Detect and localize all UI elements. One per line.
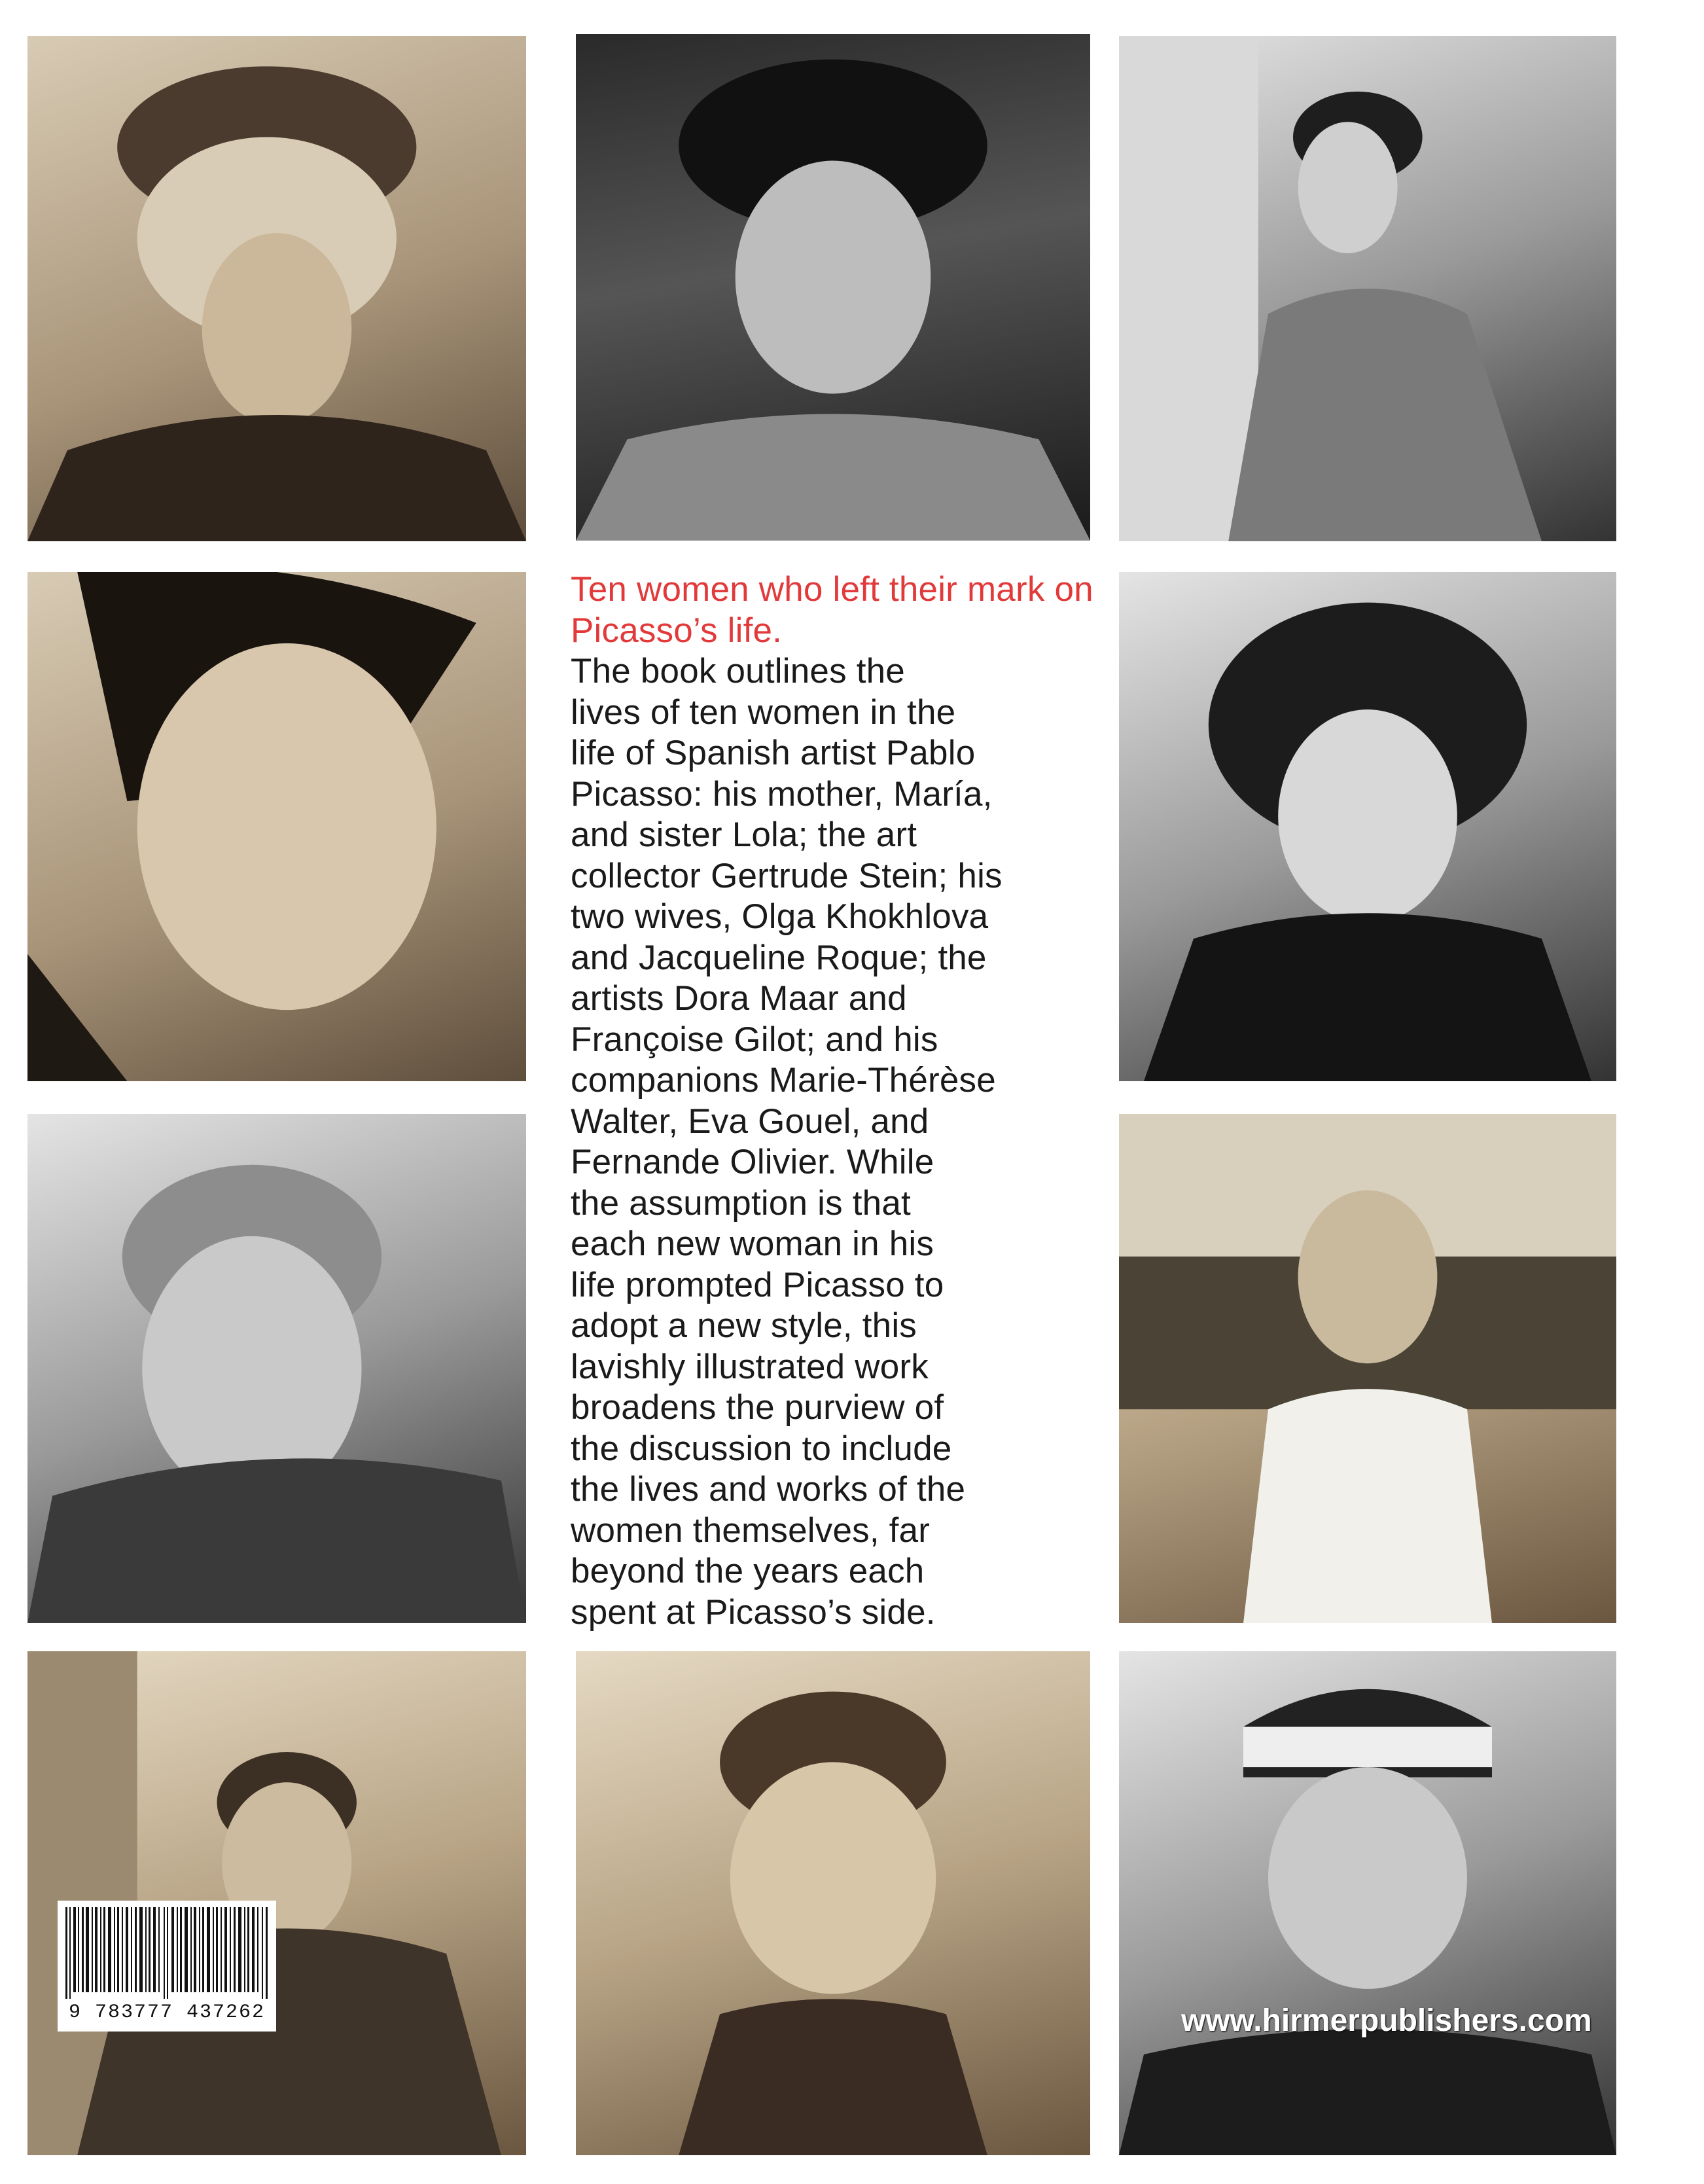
headline: Ten women who left their mark on Picasso’s life. [571,570,1093,650]
portrait-photo [576,34,1090,541]
portrait-photo [27,1114,526,1623]
portrait-photo [1119,36,1616,541]
publisher-website: www.hirmerpublishers.com [1181,2003,1592,2038]
portrait-photo [27,572,526,1081]
isbn-barcode [58,1901,276,2032]
portrait-photo [1119,1651,1616,2155]
description-text: The book outlines the lives of ten women in the life of Spanish artist Pablo Picasso: his mother, María, and sister Lola; the art collector Gertrude Stein; his two wives, Olga Khokhlova and Jacqueline Roque; the artists Dora Maar and Françoise Gilot; and his companions Marie-Thérèse Walter, Eva Gouel, and Fernande Olivier. While the assumption is that each new woman in his life prompted Picasso to adopt a new style, this lavishly illustrated work broadens the purview of the discussion to include the lives and works of the women themselves, far beyond the years each spent at Picasso’s side. [571,652,1003,1632]
barcode-bars [65,1907,268,1999]
portrait-photo [1119,572,1616,1081]
back-cover-blurb [571,569,1094,1633]
portrait-photo [27,36,526,541]
isbn-number: 9 783777 437262 [68,2001,266,2024]
portrait-photo [576,1651,1090,2155]
portrait-photo [1119,1114,1616,1623]
